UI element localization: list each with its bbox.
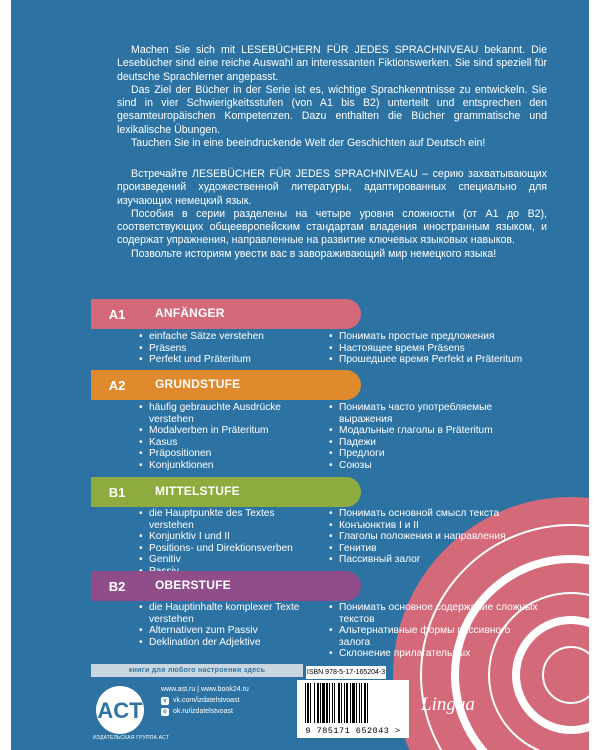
list-item: • Понимать основной смысл текста [329, 508, 539, 520]
list-item: • Пассивный залог [329, 554, 539, 566]
barcode-bar [320, 683, 321, 723]
list-item: • Modalverben in Präteritum [139, 425, 319, 437]
barcode-bar [307, 683, 309, 723]
ok-icon: o [161, 708, 169, 716]
barcode-number: 9 785171 652043 > [305, 726, 401, 736]
barcode-bar [334, 683, 335, 723]
isbn-label: ISBN 978-5-17-165204-3 [306, 666, 386, 679]
level-code-badge: B2 [91, 571, 143, 601]
level-a1-russian-list [329, 331, 539, 366]
ast-logo-icon [95, 685, 145, 735]
list-item: • Модальные глаголы в Präteritum [329, 425, 539, 437]
level-name: MITTELSTUFE [155, 484, 240, 498]
list-item: • Конъюнктив I и II [329, 520, 539, 532]
list-item: • Genitiv [139, 554, 319, 566]
ok-link-row[interactable] [161, 706, 249, 717]
lingua-logo: Lingua [421, 694, 475, 715]
vk-link-row[interactable] [161, 695, 249, 706]
level-name: OBERSTUFE [155, 578, 231, 592]
level-name: ANFÄNGER [155, 306, 225, 320]
barcode-bar [344, 683, 345, 723]
level-b1-russian-list [329, 508, 539, 566]
list-item: • Падежи [329, 437, 539, 449]
list-item: • Kasus [139, 437, 319, 449]
svg-text:ACT: ACT [97, 698, 143, 723]
barcode [297, 680, 409, 738]
vk-link[interactable]: vk.com/izdatelstvoast [173, 697, 240, 704]
barcode-bar [364, 683, 366, 723]
level-a2-header [91, 370, 361, 400]
website-link[interactable]: www.ast.ru | www.book24.ru [161, 686, 249, 693]
list-item: • Präpositionen [139, 448, 319, 460]
list-item: • die Hauptpunkte des Textes verstehen [139, 508, 319, 531]
publisher-caption: ИЗДАТЕЛЬСКАЯ ГРУППА АСТ [93, 735, 169, 741]
barcode-bars [303, 683, 403, 723]
level-b1-german-list [139, 508, 319, 578]
barcode-bar [329, 683, 330, 723]
publisher-links [161, 684, 249, 717]
intro-de-paragraph: Das Ziel der Bücher in der Serie ist es, wichtige Sprachkenntnisse zu entwickeln. Sie sind in vier Schwierigkeitsstufen (von A1 bis B2) unterteilt und entsprechen den gesamteuropäischen Kompetenzen. Dazu enthalten die Bücher grammatische und lexikalische Übungen. [117, 83, 547, 136]
list-item: • Альтернативные формы пассивного залога [329, 625, 539, 648]
level-code-badge: A1 [91, 299, 143, 329]
intro-de-paragraph: Machen Sie sich mit LESEBÜCHERN FÜR JEDES SPRACHNIVEAU bekannt. Die Lesebücher sind eine reiche Auswahl an interessanten Fiktionswerken. Sie sind speziell für deutsche Sprachlerner angepasst. [117, 44, 547, 83]
list-item: • Понимать простые предложения [329, 331, 539, 343]
list-item: • Positions- und Direktionsverben [139, 543, 319, 555]
barcode-bar [346, 683, 348, 723]
list-item: • Понимать часто употребляемые выражения [329, 402, 539, 425]
barcode-bar [352, 683, 355, 723]
barcode-bar [322, 683, 325, 723]
barcode-bar [314, 683, 315, 723]
level-b2-header [91, 571, 361, 601]
list-item: • Alternativen zum Passiv [139, 625, 319, 637]
publisher-tagline: книги для любого настроения здесь [91, 664, 303, 677]
list-item: • die Hauptinhalte komplexer Texte verstehen [139, 602, 319, 625]
level-a1-header [91, 299, 361, 329]
vk-icon: v [161, 697, 169, 705]
level-b1-header [91, 477, 361, 507]
level-a2-russian-list [329, 402, 539, 472]
list-item: • Deklination der Adjektive [139, 637, 319, 649]
barcode-bar [367, 683, 368, 723]
barcode-bar [361, 683, 362, 723]
barcode-bar [317, 683, 319, 723]
level-b2-german-list [139, 602, 319, 648]
intro-de-paragraph: Tauchen Sie in eine beeindruckende Welt der Geschichten auf Deutsch ein! [131, 137, 486, 150]
list-item: • Глаголы положения и направления [329, 531, 539, 543]
list-item: • Генитив [329, 543, 539, 555]
list-item: • Konjunktiv I und II [139, 531, 319, 543]
barcode-bar [310, 683, 311, 723]
barcode-bar [338, 683, 340, 723]
intro-german [117, 44, 547, 150]
level-a1-german-list [139, 331, 319, 366]
list-item: • Предлоги [329, 448, 539, 460]
list-item: • häufig gebrauchte Ausdrücke verstehen [139, 402, 319, 425]
intro-ru-paragraph: Позвольте историям увести вас в завораживающий мир немецкого языка! [131, 247, 497, 260]
level-b2-russian-list [329, 602, 539, 660]
intro-ru-paragraph: Пособия в серии разделены на четыре уровня сложности (от А1 до В2), соответствующих общеевропейским стандартам владения иностранным языком, и содержат упражнения, направленные на развитие ключевых языковых навыков. [117, 207, 547, 247]
level-code-badge: B1 [91, 477, 143, 507]
level-code-badge: A2 [91, 370, 143, 400]
barcode-bar [305, 683, 306, 723]
list-item: • Склонение прилагательных [329, 648, 539, 660]
barcode-bar [350, 683, 351, 723]
barcode-bar [326, 683, 328, 723]
list-item: • Настоящее время Präsens [329, 343, 539, 355]
level-name: GRUNDSTUFE [155, 377, 241, 391]
level-a2-german-list [139, 402, 319, 472]
intro-russian [117, 168, 547, 261]
list-item: • Präsens [139, 343, 319, 355]
barcode-bar [332, 683, 333, 723]
list-item: • einfache Sätze verstehen [139, 331, 319, 343]
barcode-bar [356, 683, 357, 723]
barcode-bar [359, 683, 360, 723]
intro-ru-paragraph: Встречайте ЛЕSEBÜCHER FÜR JEDES SPRACHNIVEAU – серию захватывающих произведений художественной литературы, адаптированных специально для изучающих немецкий язык. [117, 168, 547, 207]
list-item: • Понимать основное содержание сложных текстов [329, 602, 539, 625]
list-item: • Konjunktionen [139, 460, 319, 472]
ok-link[interactable]: ok.ru/izdatelstvoast [173, 708, 233, 715]
list-item: • Прошедшее время Perfekt и Präteritum [329, 354, 539, 366]
book-back-cover [11, 0, 589, 750]
barcode-bar [341, 683, 342, 723]
list-item: • Союзы [329, 460, 539, 472]
website-links[interactable] [161, 684, 249, 695]
list-item: • Perfekt und Präteritum [139, 354, 319, 366]
